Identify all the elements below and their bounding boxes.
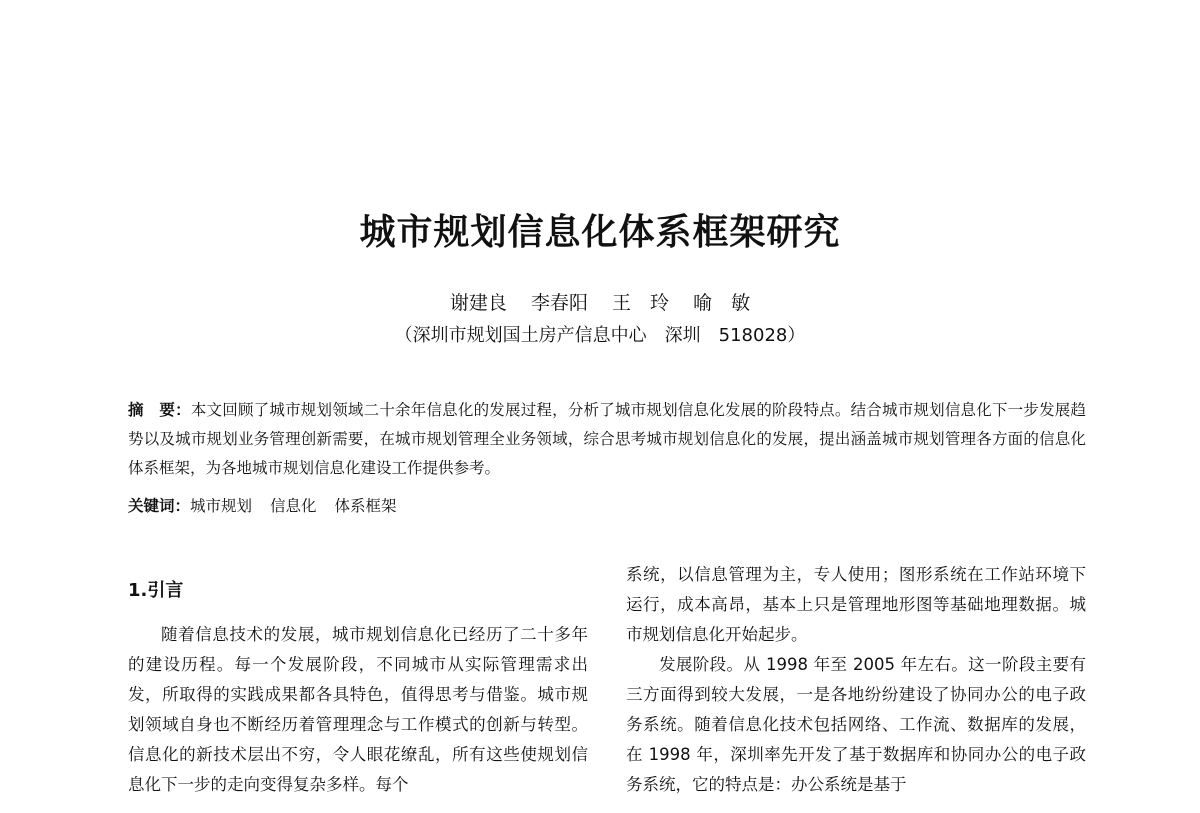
author-name: 王 玲 — [612, 292, 670, 314]
section-heading: 1.引言 — [128, 580, 184, 601]
keyword: 体系框架 — [334, 497, 397, 515]
keywords-label: 关键词： — [128, 497, 191, 515]
body-paragraph: 随着信息技术的发展，城市规划信息化已经历了二十多年的建设历程。每一个发展阶段，不同城市从实际管理需求出发，所取得的实践成果都各具特色，值得思考与借鉴。城市规划领域自身也不断经历着管理理念与工作模式的创新与转型。信息化的新技术层出不穷，令人眼花缭乱，所有这些使规划信息化下一步的走向变得复杂多样。每个 — [128, 625, 588, 794]
paper-title: 城市规划信息化体系框架研究 — [359, 212, 841, 253]
abstract-label: 摘 要： — [128, 401, 191, 419]
author-name: 李春阳 — [530, 292, 588, 314]
author-name: 谢建良 — [449, 292, 507, 314]
author-name: 喻 敏 — [693, 292, 751, 314]
abstract — [128, 396, 1086, 483]
keyword: 信息化 — [270, 497, 317, 515]
left-column — [128, 560, 588, 800]
abstract-text: 本文回顾了城市规划领域二十余年信息化的发展过程，分析了城市规划信息化发展的阶段特点。结合城市规划信息化下一步发展趋势以及城市规划业务管理创新需要，在城市规划管理全业务领域，综合思考城市规划信息化的发展，提出涵盖城市规划管理各方面的信息化体系框架，为各地城市规划信息化建设工作提供参考。 — [128, 401, 1086, 477]
affiliation: （深圳市规划国土房产信息中心 深圳 518028） — [394, 325, 806, 346]
keywords — [128, 492, 1086, 521]
body-paragraph: 发展阶段。从 1998 年至 2005 年左右。这一阶段主要有三方面得到较大发展，一是各地纷纷建设了协同办公的电子政务系统。随着信息化技术包括网络、工作流、数据库的发展，在 1998 年，深圳率先开发了基于数据库和协同办公的电子政务系统，它的特点是：办公系统是基于 — [626, 655, 1086, 794]
body-paragraph: 系统，以信息管理为主，专人使用；图形系统在工作站环境下运行，成本高昂，基本上只是管理地形图等基础地理数据。城市规划信息化开始起步。 — [626, 565, 1086, 644]
right-column — [626, 560, 1086, 800]
author-list — [0, 288, 1200, 315]
keyword: 城市规划 — [190, 497, 253, 515]
